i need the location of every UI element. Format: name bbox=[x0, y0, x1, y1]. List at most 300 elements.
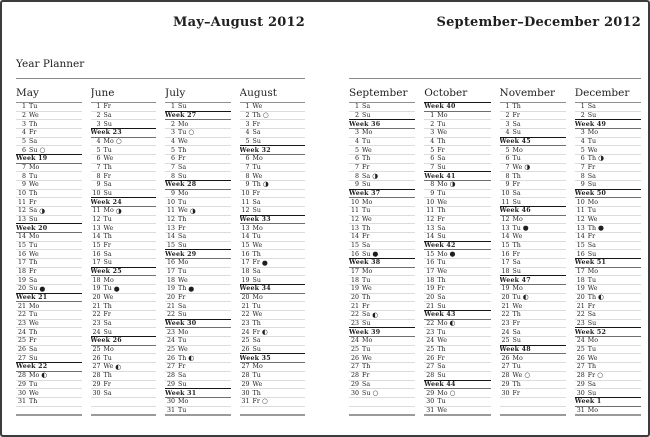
day-row bbox=[424, 345, 490, 354]
day-number: 29 bbox=[241, 380, 250, 388]
weekday-abbr: Th bbox=[178, 216, 187, 224]
weekday-abbr: We bbox=[512, 372, 523, 380]
weekday-abbr: Sa bbox=[512, 120, 521, 128]
day-row bbox=[349, 353, 415, 362]
day-number: 13 bbox=[426, 224, 435, 232]
day-row bbox=[240, 319, 306, 328]
day-number: 15 bbox=[166, 242, 175, 250]
weekday-abbr: We bbox=[103, 155, 114, 163]
day-row bbox=[424, 267, 490, 276]
day-row bbox=[240, 232, 306, 241]
day-row bbox=[91, 207, 157, 215]
day-number: 14 bbox=[92, 233, 101, 241]
moon-phase-icon: ◑ bbox=[189, 206, 196, 215]
day-number: 12 bbox=[426, 216, 435, 224]
day-row bbox=[424, 250, 490, 258]
empty-row bbox=[240, 406, 306, 415]
day-row bbox=[91, 353, 157, 362]
day-row bbox=[500, 388, 566, 397]
moon-phase-icon: ◑ bbox=[39, 206, 46, 215]
day-number: 23 bbox=[241, 320, 250, 328]
weekday-abbr: Su bbox=[362, 181, 371, 189]
weekday-abbr: Mo bbox=[512, 285, 523, 293]
day-row bbox=[575, 249, 641, 258]
day-number: 23 bbox=[166, 328, 175, 336]
month-column-september bbox=[349, 87, 415, 416]
day-row bbox=[91, 371, 157, 380]
day-row bbox=[424, 181, 490, 189]
weekday-abbr: Tu bbox=[587, 276, 597, 284]
weekday-abbr: Sa bbox=[178, 233, 187, 241]
day-row bbox=[424, 112, 490, 120]
day-row bbox=[575, 371, 641, 380]
weekday-abbr: We bbox=[362, 146, 372, 154]
weekday-abbr: We bbox=[437, 337, 447, 345]
weekday-abbr: Mo bbox=[362, 268, 373, 276]
week-label: Week 27 bbox=[165, 112, 197, 119]
weekday-abbr: Fr bbox=[512, 250, 520, 258]
day-row bbox=[424, 258, 490, 267]
empty-row bbox=[91, 397, 157, 406]
day-number: 2 bbox=[430, 120, 435, 128]
weekday-abbr: Fr bbox=[29, 198, 37, 206]
day-number: 9 bbox=[354, 181, 359, 189]
day-number: 21 bbox=[350, 302, 359, 310]
day-row bbox=[16, 241, 82, 250]
day-row bbox=[424, 189, 490, 198]
weekday-abbr: Fr bbox=[587, 302, 596, 310]
weekday-abbr: Su bbox=[178, 103, 187, 111]
day-row bbox=[240, 345, 306, 354]
day-row bbox=[575, 241, 641, 250]
day-row bbox=[575, 111, 641, 120]
day-number: 3 bbox=[245, 120, 250, 128]
weekday-abbr: Mo bbox=[437, 181, 448, 189]
weekday-abbr: We bbox=[103, 294, 114, 302]
day-number: 14 bbox=[350, 233, 359, 241]
week-label-row bbox=[500, 345, 566, 355]
day-number: 5 bbox=[430, 146, 435, 154]
day-number: 15 bbox=[17, 242, 26, 250]
day-number: 5 bbox=[170, 146, 175, 154]
day-row bbox=[424, 137, 490, 146]
day-row bbox=[500, 241, 566, 250]
day-row bbox=[16, 353, 82, 362]
weekday-abbr: Sa bbox=[437, 224, 446, 232]
weekday-abbr: We bbox=[437, 198, 447, 206]
weekday-abbr: Su bbox=[252, 346, 261, 354]
day-row bbox=[500, 310, 566, 319]
day-number: 30 bbox=[166, 398, 175, 406]
weekday-abbr: Fr bbox=[103, 380, 111, 388]
week-label-row bbox=[91, 336, 157, 346]
weekday-abbr: Tu bbox=[103, 146, 112, 154]
weekday-abbr: Su bbox=[103, 120, 112, 128]
day-number: 14 bbox=[501, 233, 510, 241]
month-columns-right bbox=[349, 87, 641, 416]
day-row bbox=[424, 320, 490, 328]
day-number: 25 bbox=[501, 337, 510, 345]
month-column-may bbox=[16, 87, 82, 416]
day-number: 17 bbox=[17, 259, 26, 267]
week-label: Week 52 bbox=[574, 328, 607, 336]
page-left bbox=[16, 2, 305, 435]
weekday-abbr: Sa bbox=[29, 346, 38, 354]
week-label-row bbox=[500, 275, 566, 285]
day-row bbox=[165, 145, 231, 154]
weekday-abbr: Tu bbox=[437, 398, 446, 406]
day-number: 18 bbox=[576, 276, 585, 284]
day-number: 18 bbox=[241, 268, 250, 276]
weekday-abbr: Tu bbox=[29, 242, 38, 250]
day-number: 6 bbox=[245, 155, 250, 163]
day-row bbox=[424, 197, 490, 206]
day-row bbox=[240, 301, 306, 310]
week-label: Week 26 bbox=[90, 337, 122, 345]
day-number: 15 bbox=[92, 242, 101, 250]
day-row bbox=[500, 267, 566, 276]
day-row bbox=[424, 206, 490, 215]
weekday-abbr: Mo bbox=[103, 138, 114, 146]
weekday-abbr: Th bbox=[362, 294, 371, 302]
day-row bbox=[349, 319, 415, 328]
day-number: 2 bbox=[21, 112, 26, 119]
month-column-august bbox=[240, 87, 306, 416]
weekday-abbr: Th bbox=[512, 103, 521, 111]
weekday-abbr: Th bbox=[362, 224, 371, 232]
week-label-row bbox=[424, 380, 490, 390]
weekday-abbr: Su bbox=[362, 250, 371, 258]
day-row bbox=[500, 216, 566, 224]
day-row bbox=[165, 310, 231, 319]
week-label: Week 37 bbox=[349, 190, 381, 198]
day-number: 10 bbox=[166, 198, 175, 206]
day-row bbox=[16, 267, 82, 276]
weekday-abbr: Mo bbox=[587, 337, 598, 345]
moon-phase-icon: ● bbox=[113, 284, 120, 293]
month-name: June bbox=[90, 87, 115, 99]
weekday-abbr: Tu bbox=[512, 155, 521, 163]
day-row bbox=[575, 129, 641, 137]
weekday-abbr: Su bbox=[587, 181, 597, 189]
week-label: Week 42 bbox=[424, 242, 456, 250]
moon-phase-icon: ○ bbox=[261, 397, 268, 406]
day-number: 5 bbox=[354, 146, 359, 154]
day-number: 16 bbox=[426, 259, 435, 267]
day-row bbox=[424, 397, 490, 406]
day-row bbox=[500, 223, 566, 232]
weekday-abbr: Sa bbox=[362, 242, 371, 250]
day-number: 27 bbox=[241, 363, 250, 371]
week-label-row bbox=[91, 197, 157, 207]
moon-phase-icon: ◐ bbox=[41, 371, 48, 380]
weekday-abbr: Sa bbox=[587, 380, 596, 388]
weekday-abbr: Tu bbox=[103, 285, 112, 293]
week-label: Week 25 bbox=[90, 268, 122, 276]
weekday-abbr: Tu bbox=[29, 103, 38, 111]
day-number: 2 bbox=[96, 112, 101, 119]
page-rule-right bbox=[349, 78, 641, 79]
day-number: 6 bbox=[170, 155, 175, 163]
day-number: 31 bbox=[426, 406, 435, 414]
day-number: 11 bbox=[501, 198, 510, 206]
day-number: 21 bbox=[92, 302, 101, 310]
day-row bbox=[165, 190, 231, 198]
moon-phase-icon: ○ bbox=[597, 371, 604, 380]
day-number: 17 bbox=[350, 268, 359, 276]
day-row bbox=[165, 284, 231, 293]
day-row bbox=[424, 275, 490, 284]
moon-phase-icon: ◑ bbox=[262, 180, 269, 189]
day-number: 17 bbox=[576, 268, 585, 276]
day-row bbox=[16, 128, 82, 137]
day-number: 11 bbox=[241, 198, 250, 206]
day-row bbox=[349, 301, 415, 310]
day-row bbox=[349, 380, 415, 389]
day-row bbox=[424, 119, 490, 128]
day-number: 28 bbox=[92, 372, 101, 380]
day-number: 25 bbox=[92, 346, 101, 354]
weekday-abbr: We bbox=[178, 207, 188, 215]
day-number: 10 bbox=[350, 198, 359, 206]
day-number: 14 bbox=[426, 233, 435, 241]
day-row bbox=[575, 206, 641, 215]
day-number: 5 bbox=[580, 146, 585, 154]
day-number: 30 bbox=[501, 389, 510, 397]
weekday-abbr: We bbox=[252, 242, 263, 250]
day-row bbox=[165, 328, 231, 336]
weekday-abbr: Mo bbox=[29, 372, 40, 380]
day-row bbox=[91, 145, 157, 154]
day-number: 30 bbox=[426, 398, 435, 406]
day-row bbox=[91, 189, 157, 198]
day-row bbox=[16, 206, 82, 215]
month-rows bbox=[240, 102, 306, 416]
day-row bbox=[424, 389, 490, 397]
weekday-abbr: Mo bbox=[252, 155, 263, 163]
week-label: Week 39 bbox=[349, 328, 381, 336]
moon-phase-icon: ○ bbox=[39, 145, 46, 154]
weekday-abbr: Su bbox=[437, 302, 446, 310]
week-label-row bbox=[424, 171, 490, 181]
weekday-abbr: Tu bbox=[178, 337, 187, 345]
day-row bbox=[16, 345, 82, 354]
day-number: 21 bbox=[166, 302, 175, 310]
weekday-abbr: Su bbox=[587, 112, 597, 119]
day-row bbox=[91, 223, 157, 232]
day-row bbox=[424, 293, 490, 302]
weekday-abbr: Th bbox=[103, 372, 112, 380]
weekday-abbr: Su bbox=[437, 233, 446, 241]
week-label-row bbox=[424, 241, 490, 251]
weekday-abbr: Tu bbox=[362, 346, 371, 354]
day-row bbox=[91, 380, 157, 389]
day-number: 22 bbox=[17, 311, 26, 319]
day-row bbox=[91, 284, 157, 293]
day-row bbox=[575, 337, 641, 345]
day-number: 21 bbox=[576, 302, 585, 310]
day-number: 11 bbox=[166, 207, 175, 215]
day-number: 29 bbox=[166, 380, 175, 388]
weekday-abbr: We bbox=[512, 233, 523, 241]
day-number: 18 bbox=[17, 268, 26, 276]
day-row bbox=[16, 171, 82, 180]
day-number: 22 bbox=[350, 311, 359, 319]
day-row bbox=[500, 146, 566, 154]
day-row bbox=[165, 215, 231, 224]
week-label: Week 41 bbox=[424, 172, 456, 180]
day-row bbox=[16, 137, 82, 146]
weekday-abbr: Su bbox=[29, 216, 38, 224]
day-row bbox=[424, 327, 490, 336]
weekday-abbr: Su bbox=[362, 389, 371, 397]
day-number: 5 bbox=[21, 138, 26, 146]
day-row bbox=[16, 336, 82, 345]
weekday-abbr: Mo bbox=[587, 129, 598, 137]
day-number: 25 bbox=[166, 346, 175, 354]
day-number: 24 bbox=[241, 328, 250, 336]
weekday-abbr: Sa bbox=[178, 164, 187, 172]
week-label: Week 43 bbox=[424, 311, 456, 319]
day-row bbox=[424, 336, 490, 345]
weekday-abbr: Tu bbox=[29, 311, 38, 319]
day-row bbox=[349, 145, 415, 154]
day-row bbox=[349, 371, 415, 380]
day-number: 22 bbox=[501, 311, 510, 319]
day-row bbox=[165, 406, 231, 415]
day-row bbox=[240, 206, 306, 215]
day-number: 18 bbox=[426, 276, 435, 284]
weekday-abbr: Fr bbox=[103, 103, 111, 111]
month-rows bbox=[575, 102, 641, 416]
day-number: 15 bbox=[350, 242, 359, 250]
day-row bbox=[165, 232, 231, 241]
day-row bbox=[424, 301, 490, 310]
weekday-abbr: Su bbox=[178, 311, 187, 319]
day-number: 15 bbox=[501, 242, 510, 250]
day-number: 1 bbox=[505, 103, 510, 111]
month-column-november bbox=[500, 87, 566, 416]
weekday-abbr: Sa bbox=[512, 328, 521, 336]
day-number: 19 bbox=[501, 285, 510, 293]
week-label: Week 34 bbox=[239, 285, 271, 293]
day-row bbox=[424, 163, 490, 172]
weekday-abbr: Su bbox=[512, 337, 521, 345]
weekday-abbr: Sa bbox=[437, 155, 446, 163]
weekday-abbr: We bbox=[103, 224, 114, 232]
day-row bbox=[240, 267, 306, 276]
day-number: 10 bbox=[576, 198, 585, 206]
moon-phase-icon: ◐ bbox=[188, 353, 195, 362]
day-row bbox=[165, 362, 231, 371]
day-number: 8 bbox=[170, 172, 175, 180]
day-row bbox=[500, 380, 566, 389]
day-number: 6 bbox=[430, 155, 435, 163]
weekday-abbr: Fr bbox=[437, 146, 445, 154]
day-row bbox=[424, 223, 490, 232]
weekday-abbr: Tu bbox=[437, 259, 446, 267]
month-rows bbox=[165, 102, 231, 416]
day-row bbox=[240, 258, 306, 267]
day-number: 14 bbox=[241, 233, 250, 241]
day-row bbox=[91, 154, 157, 163]
month-column-december bbox=[575, 87, 641, 416]
month-name: August bbox=[239, 87, 277, 99]
day-number: 19 bbox=[576, 285, 585, 293]
day-number: 2 bbox=[354, 112, 359, 119]
weekday-abbr: Mo bbox=[178, 120, 189, 128]
day-number: 21 bbox=[501, 302, 510, 310]
day-number: 6 bbox=[505, 155, 510, 163]
day-row bbox=[500, 180, 566, 189]
day-row bbox=[165, 171, 231, 180]
day-row bbox=[16, 249, 82, 258]
day-number: 12 bbox=[576, 216, 585, 224]
day-row bbox=[500, 293, 566, 302]
weekday-abbr: Th bbox=[29, 398, 38, 406]
day-number: 20 bbox=[17, 285, 26, 293]
day-number: 5 bbox=[505, 146, 510, 154]
weekday-abbr: Th bbox=[587, 363, 597, 371]
week-label-row bbox=[91, 128, 157, 138]
day-number: 26 bbox=[350, 354, 359, 362]
weekday-abbr: Sa bbox=[29, 276, 38, 284]
week-label-row bbox=[424, 102, 490, 112]
day-number: 29 bbox=[576, 380, 585, 388]
week-label-row bbox=[165, 319, 231, 329]
day-number: 14 bbox=[166, 233, 175, 241]
weekday-abbr: We bbox=[252, 172, 263, 180]
day-number: 25 bbox=[17, 337, 26, 345]
day-row bbox=[500, 197, 566, 206]
weekday-abbr: Su bbox=[512, 268, 521, 276]
day-number: 30 bbox=[17, 389, 26, 397]
day-number: 27 bbox=[501, 363, 510, 371]
weekday-abbr: Mo bbox=[512, 146, 523, 154]
day-row bbox=[165, 275, 231, 284]
day-row bbox=[91, 232, 157, 241]
day-number: 23 bbox=[426, 328, 435, 336]
moon-phase-icon: ◐ bbox=[372, 310, 379, 319]
day-row bbox=[424, 154, 490, 163]
day-number: 16 bbox=[350, 250, 359, 258]
weekday-abbr: We bbox=[587, 285, 598, 293]
weekday-abbr: We bbox=[29, 181, 39, 189]
moon-phase-icon: ● bbox=[522, 223, 529, 232]
weekday-abbr: Su bbox=[587, 389, 597, 397]
day-row bbox=[240, 171, 306, 180]
weekday-abbr: Sa bbox=[103, 112, 112, 119]
day-row bbox=[575, 293, 641, 302]
day-row bbox=[575, 137, 641, 146]
moon-phase-icon: ◑ bbox=[115, 207, 122, 215]
weekday-abbr: Mo bbox=[103, 346, 114, 354]
day-number: 16 bbox=[241, 250, 250, 258]
week-label: Week 20 bbox=[16, 224, 48, 232]
day-number: 11 bbox=[426, 207, 435, 215]
weekday-abbr: Th bbox=[29, 190, 38, 198]
day-row bbox=[500, 171, 566, 180]
day-number: 31 bbox=[17, 398, 26, 406]
weekday-abbr: Th bbox=[178, 285, 187, 293]
day-number: 8 bbox=[430, 181, 435, 189]
weekday-abbr: Sa bbox=[362, 380, 371, 388]
day-row bbox=[424, 284, 490, 293]
day-row bbox=[500, 336, 566, 345]
day-number: 17 bbox=[426, 268, 435, 276]
day-row bbox=[424, 353, 490, 362]
day-row bbox=[165, 336, 231, 345]
